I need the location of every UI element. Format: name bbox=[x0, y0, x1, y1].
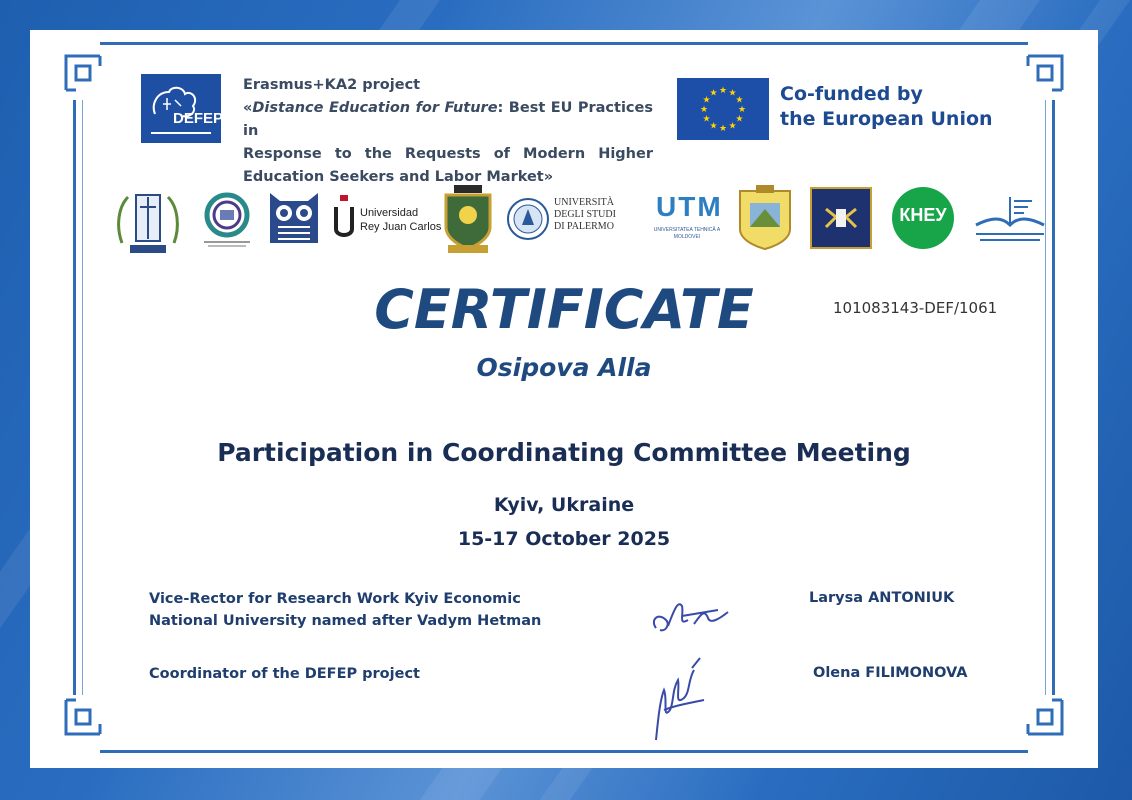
partner-logos bbox=[110, 183, 1020, 263]
palermo-logo bbox=[506, 193, 626, 249]
urjc-line1: Universidad bbox=[360, 207, 419, 219]
project-desc-line1: «Distance Education for Future: Best EU Practices in bbox=[243, 100, 653, 139]
project-desc-line3: Education Seekers and Labor Market» bbox=[243, 169, 554, 185]
frame-bottom bbox=[100, 750, 1028, 753]
signatory-2-role bbox=[149, 663, 420, 685]
eu-star-icon: ★ bbox=[735, 114, 744, 125]
frame-inner-left bbox=[82, 100, 83, 695]
frame-top bbox=[100, 42, 1028, 45]
certificate-title: CERTIFICATE bbox=[374, 278, 754, 341]
certificate-number: 101083143-DEF/1061 bbox=[833, 299, 998, 317]
eu-line1: Co-funded by bbox=[780, 83, 923, 105]
eu-star-icon: ★ bbox=[735, 95, 744, 106]
frame-right bbox=[1052, 100, 1055, 695]
corner-ornament-bottom-left bbox=[56, 694, 106, 744]
eu-star-icon: ★ bbox=[702, 95, 711, 106]
utm-label: UTM bbox=[656, 191, 723, 222]
eu-star-icon: ★ bbox=[728, 121, 737, 132]
utm-sub: UNIVERSITATEA TEHNICĂ A MOLDOVEI bbox=[653, 227, 721, 240]
book-logo bbox=[972, 191, 1048, 247]
urjc-line2: Rey Juan Carlos bbox=[360, 221, 442, 233]
project-desc-line2: Response to the Requests of Modern Higher bbox=[243, 146, 653, 162]
signatory-1-role-line1: Vice-Rector for Research Work Kyiv Economic bbox=[149, 591, 521, 607]
palermo-line3: DI PALERMO bbox=[554, 221, 614, 232]
eu-cofunded-text bbox=[780, 82, 993, 132]
defep-logo-label: DEFEP bbox=[173, 110, 224, 127]
certificate-paper bbox=[30, 30, 1098, 768]
corner-ornament-top-right bbox=[1022, 46, 1072, 96]
defep-logo bbox=[141, 74, 224, 143]
kneu-logo bbox=[892, 187, 954, 249]
blue-square-logo bbox=[810, 187, 872, 249]
project-header bbox=[243, 74, 653, 189]
eu-stars-icon bbox=[677, 78, 769, 140]
signatory-1-role bbox=[149, 588, 541, 632]
owl-logo bbox=[266, 187, 322, 249]
eu-star-icon: ★ bbox=[718, 86, 728, 96]
event-date: 15-17 October 2025 bbox=[457, 528, 671, 550]
palermo-seal-icon bbox=[506, 197, 550, 241]
palermo-line1: UNIVERSITÀ bbox=[554, 197, 614, 208]
project-line: Erasmus+KA2 project bbox=[243, 77, 421, 93]
signatory-2-name: Olena FILIMONOVA bbox=[813, 665, 968, 681]
signatory-1-name: Larysa ANTONIUK bbox=[809, 590, 955, 606]
eu-star-icon: ★ bbox=[728, 88, 737, 99]
eu-star-icon: ★ bbox=[699, 105, 709, 115]
eu-star-icon: ★ bbox=[709, 121, 718, 132]
eu-flag bbox=[677, 78, 769, 140]
signature-2 bbox=[644, 650, 714, 750]
defep-brain-icon bbox=[141, 74, 224, 143]
eu-star-icon: ★ bbox=[737, 105, 747, 115]
signatory-2-role-line1: Coordinator of the DEFEP project bbox=[149, 666, 420, 682]
certificate-subject: Participation in Coordinating Committee Meeting bbox=[217, 438, 911, 467]
yellow-crest-logo bbox=[736, 183, 794, 251]
kneu-label: КНЕУ bbox=[899, 205, 947, 225]
frame-left bbox=[73, 100, 76, 695]
palermo-line2: DEGLI STUDI bbox=[554, 209, 616, 220]
utm-logo bbox=[652, 191, 722, 247]
corner-ornament-bottom-right bbox=[1022, 694, 1072, 744]
corner-ornament-top-left bbox=[56, 46, 106, 96]
university-seal-logo bbox=[110, 183, 186, 259]
eu-star-icon: ★ bbox=[702, 114, 711, 125]
urjc-logo bbox=[332, 195, 442, 245]
recipient-name: Osipova Alla bbox=[476, 353, 652, 382]
urjc-u-icon bbox=[332, 195, 356, 241]
eu-line2: the European Union bbox=[780, 108, 993, 130]
eu-star-icon: ★ bbox=[718, 124, 728, 134]
shield-crest-logo bbox=[440, 183, 496, 255]
signature-1 bbox=[648, 590, 738, 640]
circular-logo bbox=[202, 189, 252, 251]
frame-inner-right bbox=[1045, 100, 1046, 695]
event-place: Kyiv, Ukraine bbox=[493, 494, 635, 516]
signatory-1-role-line2: National University named after Vadym Hetman bbox=[149, 613, 542, 629]
eu-star-icon: ★ bbox=[709, 88, 718, 99]
